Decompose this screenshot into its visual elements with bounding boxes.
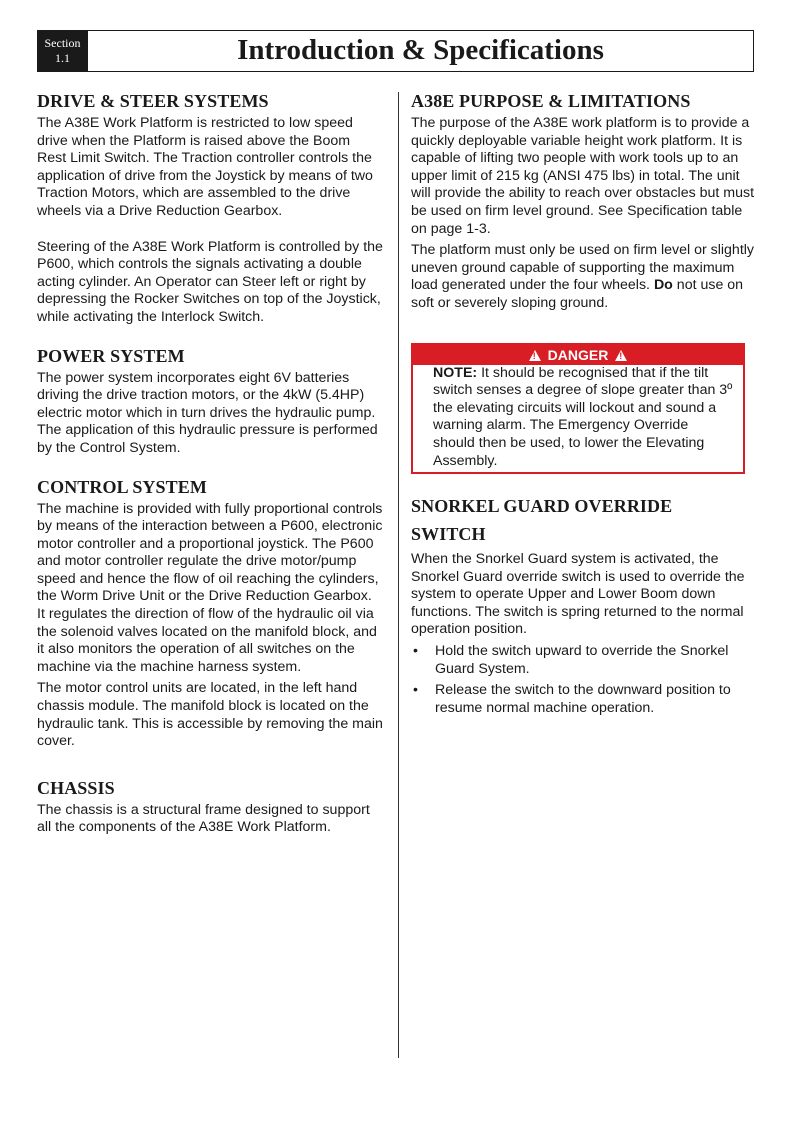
danger-note	[413, 365, 743, 473]
chassis-section	[37, 777, 383, 837]
control-paragraph: The machine is provided with fully proportional controls by means of the interaction between a P600, electronic motor controller and a proportional joystick. The P600 and motor controller regulate the drive motor/pump speed and hence the flow of oil reaching the cylinders, the Worm Drive Unit or the Drive Reduction Gearbox. It regulates the direction of flow of the hydraulic oil via the solenoid valves located on the manifold block, and it also monitors the operation of all switches on the machine via the machine harness system.	[37, 500, 383, 675]
left-column	[37, 90, 383, 855]
control-system-heading: CONTROL SYSTEM	[37, 476, 207, 497]
drive-steer-heading: DRIVE & STEER SYSTEMS	[37, 91, 269, 111]
control-location-paragraph: The motor control units are located, in the left hand chassis module. The manifold block is located on the hydraulic tank. This is accessible by removing the main cover.	[37, 680, 383, 750]
steer-paragraph: Steering of the A38E Work Platform is controlled by the P600, which controls the signals activating a double acting cylinder. An Operator can Steer left or right by depressing the Rocker Switches on top of the Joystick, while activating the Interlock Switch.	[37, 238, 383, 325]
right-column	[411, 90, 759, 721]
snorkel-paragraph: When the Snorkel Guard system is activated, the Snorkel Guard override switch is used to override the system to operate Upper and Lower Boom down functions. The switch is spring returned to the normal operation position.	[411, 551, 745, 638]
power-system-section	[37, 345, 383, 458]
snorkel-heading: SNORKEL GUARD OVERRIDE SWITCH	[411, 496, 673, 545]
power-system-heading: POWER SYSTEM	[37, 345, 185, 366]
drive-paragraph: The A38E Work Platform is restricted to low speed drive when the Platform is raised above the Boom Rest Limit Switch. The Traction controller controls the application of drive from the Joystick by means of two Traction Motors, which are assembled to the drive wheels via a Drive Reduction Gearbox.	[37, 115, 373, 219]
purpose-heading: A38E PURPOSE & LIMITATIONS	[411, 91, 691, 111]
warning-icon	[615, 350, 627, 361]
power-paragraph: The power system incorporates eight 6V batteries driving the drive traction motors, or the 4kW (5.4HP) electric motor which in turn drives the hydraulic pump. The application of this hydraulic pressure is performed by the Control System.	[37, 369, 378, 456]
warning-icon	[529, 350, 541, 361]
control-system-section	[37, 476, 383, 751]
list-item: • Release the switch to the downward position to resume normal machine operation.	[413, 682, 731, 716]
page-title: Introduction & Specifications	[88, 30, 754, 72]
section-label: Section	[44, 36, 81, 50]
column-divider	[398, 92, 399, 1058]
snorkel-section	[411, 492, 759, 717]
list-item: • Hold the switch upward to override the Snorkel Guard System.	[413, 643, 729, 677]
danger-header	[413, 345, 743, 365]
danger-label: DANGER	[547, 346, 609, 363]
danger-notice	[411, 343, 745, 475]
note-label: NOTE:	[433, 364, 478, 381]
section-badge	[37, 30, 88, 72]
chassis-paragraph: The chassis is a structural frame designed to support all the components of the A38E Work Platform.	[37, 801, 370, 836]
drive-steer-section	[37, 90, 383, 327]
ground-paragraph: The platform must only be used on firm level or slightly uneven ground capable of supporting the maximum load generated under the four wheels. Do not use on soft or severely sloping ground.	[411, 242, 755, 311]
page-header	[37, 30, 755, 72]
snorkel-bullets	[411, 643, 759, 717]
note-text: It should be recognised that if the tilt switch senses a degree of slope greater than 3º the elevating circuits will lockout and sound a warning alarm. The Emergency Override should then be used, to lower the Elevating Assembly.	[433, 364, 733, 469]
chassis-heading: CHASSIS	[37, 777, 115, 798]
purpose-section	[411, 90, 759, 313]
section-number: 1.1	[55, 51, 70, 65]
purpose-paragraph: The purpose of the A38E work platform is to provide a quickly deployable variable height work platform. It is capable of lifting two people with work tools up to an upper limit of 215 kg (ANSI 475 lbs) in total. The unit will provide the ability to reach over obstacles but must be used on firm level ground. See Specification table on page 1-3.	[411, 115, 755, 237]
